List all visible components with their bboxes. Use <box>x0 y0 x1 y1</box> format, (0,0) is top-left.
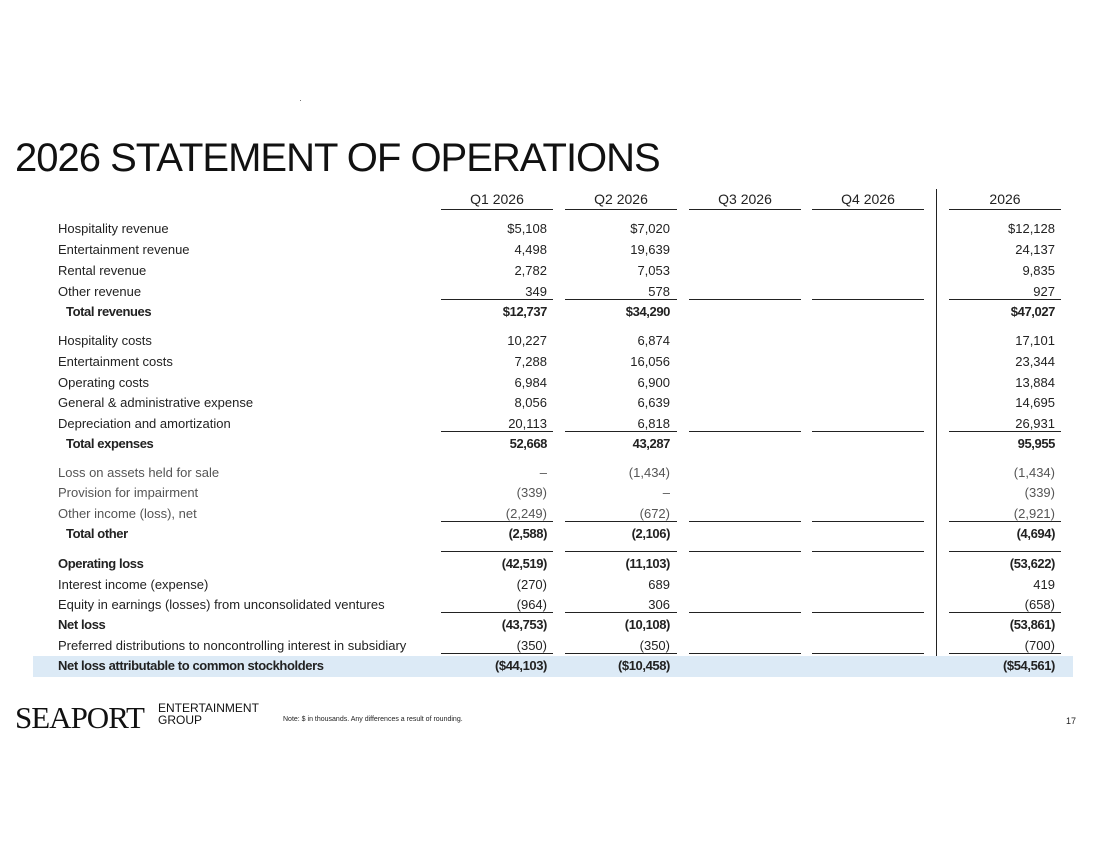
page-title: 2026 STATEMENT OF OPERATIONS <box>15 136 660 180</box>
total-underline <box>689 551 801 552</box>
row-total-revenues <box>0 302 1100 321</box>
column-header-q3: Q3 2026 <box>689 191 801 210</box>
value-q2: (2,106) <box>631 526 670 541</box>
value-q2: $7,020 <box>630 221 670 236</box>
value-fy: (53,861) <box>1009 617 1055 632</box>
row-label: General & administrative expense <box>58 395 254 410</box>
value-q2: 6,900 <box>637 375 670 390</box>
total-underline <box>441 653 553 654</box>
value-fy: 17,101 <box>1015 333 1055 348</box>
row-label: Rental revenue <box>58 263 147 278</box>
value-q1: (43,753) <box>501 617 547 632</box>
value-fy: 23,344 <box>1015 354 1055 369</box>
value-q2: 19,639 <box>630 242 670 257</box>
row-rental-revenue <box>0 261 1100 280</box>
row-hospitality-revenue <box>0 219 1100 238</box>
row-label: Net loss <box>58 617 106 632</box>
row-label: Operating costs <box>58 375 150 390</box>
value-q2: 43,287 <box>632 436 670 451</box>
value-q1: 349 <box>525 284 547 299</box>
total-underline <box>565 299 677 300</box>
value-q1: (350) <box>516 638 547 653</box>
total-underline <box>812 612 924 613</box>
column-header-q1: Q1 2026 <box>441 191 553 210</box>
row-net-loss-attributable <box>0 656 1100 675</box>
footnote: Note: $ in thousands. Any differences a result of rounding. <box>283 716 463 723</box>
value-q2: – <box>662 485 670 500</box>
total-underline <box>812 653 924 654</box>
total-underline <box>949 551 1061 552</box>
company-logo-subtitle: ENTERTAINMENT GROUP <box>158 701 259 727</box>
row-label: Provision for impairment <box>58 485 199 500</box>
value-fy: 927 <box>1033 284 1055 299</box>
row-label: Entertainment revenue <box>58 242 190 257</box>
value-q2: 306 <box>648 597 670 612</box>
value-q2: 7,053 <box>637 263 670 278</box>
value-q1: 6,984 <box>514 375 547 390</box>
row-label: Operating loss <box>58 556 144 571</box>
value-q1: (964) <box>516 597 547 612</box>
column-header-fy: 2026 <box>949 191 1061 210</box>
total-underline <box>441 521 553 522</box>
row-general-administrative-expense <box>0 393 1100 412</box>
value-q1: 7,288 <box>514 354 547 369</box>
value-fy: 24,137 <box>1015 242 1055 257</box>
value-q1: $5,108 <box>507 221 547 236</box>
total-underline <box>812 299 924 300</box>
value-fy: (2,921) <box>1013 506 1055 521</box>
total-underline <box>441 612 553 613</box>
row-entertainment-revenue <box>0 240 1100 259</box>
total-underline <box>949 431 1061 432</box>
value-q2: ($10,458) <box>617 658 670 673</box>
row-entertainment-costs <box>0 352 1100 371</box>
row-label: Loss on assets held for sale <box>58 465 220 480</box>
value-fy: 13,884 <box>1015 375 1055 390</box>
value-fy: ($54,561) <box>1002 658 1055 673</box>
page-number: 17 <box>1066 716 1077 726</box>
row-label: Interest income (expense) <box>58 577 209 592</box>
total-underline <box>441 431 553 432</box>
row-label: Other revenue <box>58 284 142 299</box>
row-label: Total expenses <box>66 436 154 451</box>
row-label: Other income (loss), net <box>58 506 197 521</box>
value-q1: (339) <box>516 485 547 500</box>
value-fy: 419 <box>1033 577 1055 592</box>
row-label: Depreciation and amortization <box>58 416 231 431</box>
row-interest-income <box>0 575 1100 594</box>
value-q1: (2,249) <box>505 506 547 521</box>
value-fy: (4,694) <box>1016 526 1055 541</box>
value-fy: (1,434) <box>1013 465 1055 480</box>
total-underline <box>441 299 553 300</box>
row-loss-on-assets-held-for-sale <box>0 463 1100 482</box>
value-fy: $47,027 <box>1010 304 1055 319</box>
total-underline <box>689 653 801 654</box>
value-fy: (53,622) <box>1009 556 1055 571</box>
column-header-q4: Q4 2026 <box>812 191 924 210</box>
value-q1: $12,737 <box>502 304 547 319</box>
total-underline <box>812 551 924 552</box>
total-underline <box>689 431 801 432</box>
value-fy: 9,835 <box>1022 263 1055 278</box>
total-underline <box>949 612 1061 613</box>
value-fy: 95,955 <box>1017 436 1055 451</box>
row-label: Hospitality costs <box>58 333 152 348</box>
value-q2: 578 <box>648 284 670 299</box>
row-label: Hospitality revenue <box>58 221 169 236</box>
company-logo: SEAPORT <box>15 700 144 735</box>
row-operating-loss <box>0 554 1100 573</box>
total-underline <box>565 521 677 522</box>
total-underline <box>565 612 677 613</box>
total-underline <box>689 612 801 613</box>
value-q2: (1,434) <box>628 465 670 480</box>
total-underline <box>812 431 924 432</box>
row-label: Equity in earnings (losses) from unconsolidated ventures <box>58 597 385 612</box>
value-q1: 2,782 <box>514 263 547 278</box>
value-q2: (11,103) <box>625 556 670 571</box>
value-fy: (700) <box>1024 638 1055 653</box>
row-label: Entertainment costs <box>58 354 173 369</box>
value-q1: 8,056 <box>514 395 547 410</box>
row-hospitality-costs <box>0 331 1100 350</box>
row-net-loss <box>0 615 1100 634</box>
total-underline <box>949 299 1061 300</box>
total-underline <box>565 551 677 552</box>
total-underline <box>565 653 677 654</box>
value-q1: 4,498 <box>514 242 547 257</box>
total-underline <box>812 521 924 522</box>
row-provision-for-impairment <box>0 483 1100 502</box>
value-q2: (672) <box>639 506 670 521</box>
value-fy: (339) <box>1024 485 1055 500</box>
value-fy: $12,128 <box>1008 221 1055 236</box>
total-underline <box>949 521 1061 522</box>
value-q1: (270) <box>516 577 547 592</box>
value-q1: – <box>539 465 547 480</box>
value-q1: (2,588) <box>508 526 547 541</box>
value-q1: ($44,103) <box>494 658 547 673</box>
total-underline <box>689 521 801 522</box>
value-q2: 6,874 <box>637 333 670 348</box>
value-q2: (10,108) <box>624 617 670 632</box>
value-fy: 26,931 <box>1015 416 1055 431</box>
value-q1: 10,227 <box>507 333 547 348</box>
value-q1: 20,113 <box>508 416 547 431</box>
row-label: Net loss attributable to common stockholders <box>58 658 324 673</box>
total-underline <box>441 551 553 552</box>
column-header-q2: Q2 2026 <box>565 191 677 210</box>
value-fy: 14,695 <box>1015 395 1055 410</box>
value-q2: $34,290 <box>625 304 670 319</box>
value-q2: 6,639 <box>637 395 670 410</box>
total-underline <box>565 431 677 432</box>
total-underline <box>949 653 1061 654</box>
value-q2: 689 <box>648 577 670 592</box>
value-q1: (42,519) <box>501 556 547 571</box>
value-q2: 16,056 <box>630 354 670 369</box>
row-total-other <box>0 524 1100 543</box>
value-fy: (658) <box>1024 597 1055 612</box>
row-total-expenses <box>0 434 1100 453</box>
stray-dot <box>300 100 301 101</box>
value-q2: 6,818 <box>637 416 670 431</box>
total-underline <box>689 299 801 300</box>
row-label: Preferred distributions to noncontrolling interest in subsidiary <box>58 638 407 653</box>
row-operating-costs <box>0 373 1100 392</box>
value-q2: (350) <box>639 638 670 653</box>
row-label: Total other <box>66 526 128 541</box>
value-q1: 52,668 <box>509 436 547 451</box>
row-label: Total revenues <box>66 304 152 319</box>
